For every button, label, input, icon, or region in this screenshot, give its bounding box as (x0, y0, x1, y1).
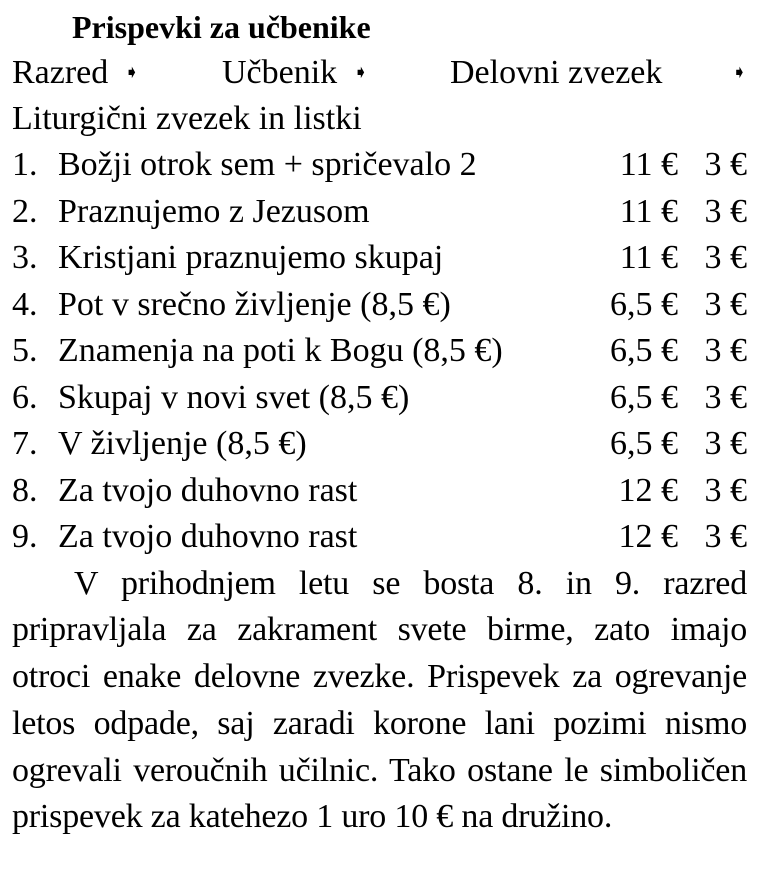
textbook-price: 6,5 € (610, 425, 678, 462)
column-header-row (12, 50, 747, 96)
textbook-price: 6,5 € (610, 285, 678, 323)
item-number: 6. (12, 378, 38, 416)
workbook-price: 3 € (704, 471, 747, 509)
right-arrow-icon: ➧ (124, 62, 140, 82)
item-name: Za tvojo duhovno rast (58, 471, 358, 509)
price-list (12, 142, 747, 561)
item-name: Skupaj v novi svet (8,5 €) (58, 378, 410, 416)
column-header-delovni-zvezek (450, 50, 747, 100)
textbook-price: 11 € (619, 146, 678, 183)
column-header-ucbenik (222, 50, 450, 100)
textbook-price: 6,5 € (610, 332, 678, 369)
item-name: Praznujemo z Jezusom (58, 192, 370, 230)
item-name: Za tvojo duhovno rast (58, 518, 358, 555)
column-header-label: Delovni zvezek (450, 54, 663, 91)
item-number: 8. (12, 471, 38, 509)
list-item (12, 421, 747, 468)
textbook-price: 12 € (618, 518, 678, 555)
item-number: 5. (12, 332, 38, 369)
list-item (12, 468, 747, 515)
workbook-price: 3 € (704, 146, 747, 183)
workbook-price: 3 € (704, 192, 747, 230)
workbook-price: 3 € (704, 285, 747, 323)
workbook-price: 3 € (704, 239, 747, 276)
item-number: 1. (12, 146, 38, 183)
list-item (12, 328, 747, 375)
item-name: Božji otrok sem + spričevalo 2 (58, 146, 477, 183)
column-header-label: Razred (12, 54, 109, 91)
item-number: 4. (12, 285, 38, 323)
right-arrow-icon: ➧ (353, 62, 369, 82)
right-arrow-icon: ➧ (731, 62, 747, 82)
textbook-price: 11 € (619, 192, 678, 230)
page-title: Prispevki za učbenike (72, 9, 371, 45)
item-number: 9. (12, 518, 38, 555)
item-name: Pot v srečno življenje (8,5 €) (58, 285, 451, 323)
list-item (12, 375, 747, 422)
item-number: 3. (12, 239, 38, 276)
item-name: V življenje (8,5 €) (58, 425, 307, 462)
item-number: 2. (12, 192, 38, 230)
column-header-label: Učbenik (222, 54, 338, 91)
textbook-price: 6,5 € (610, 378, 678, 416)
workbook-price: 3 € (704, 332, 747, 369)
item-name: Kristjani praznujemo skupaj (58, 239, 444, 276)
column-header-liturgicni-zvezek: Liturgični zvezek in listki (12, 100, 362, 137)
list-item (12, 189, 747, 236)
list-item (12, 142, 747, 189)
item-name: Znamenja na poti k Bogu (8,5 €) (58, 332, 503, 369)
info-paragraph: V prihodnjem letu se bosta 8. in 9. razred pripravljala za zakrament svete birme, zato imajo otroci enake delovne zvezke. Prispevek za ogrevanje letos odpade, saj zaradi korone lani pozimi nismo ogrevali veroučnih učilnic. Tako ostane le simboličen prispevek za katehezo 1 uro 10 € na družino. (12, 564, 747, 836)
textbook-price: 11 € (619, 239, 678, 276)
column-header-razred (12, 50, 222, 100)
textbook-price: 12 € (618, 471, 678, 509)
list-item (12, 282, 747, 329)
workbook-price: 3 € (704, 518, 747, 555)
workbook-price: 3 € (704, 425, 747, 462)
list-item (12, 235, 747, 282)
workbook-price: 3 € (704, 378, 747, 416)
list-item (12, 514, 747, 561)
item-number: 7. (12, 425, 38, 462)
